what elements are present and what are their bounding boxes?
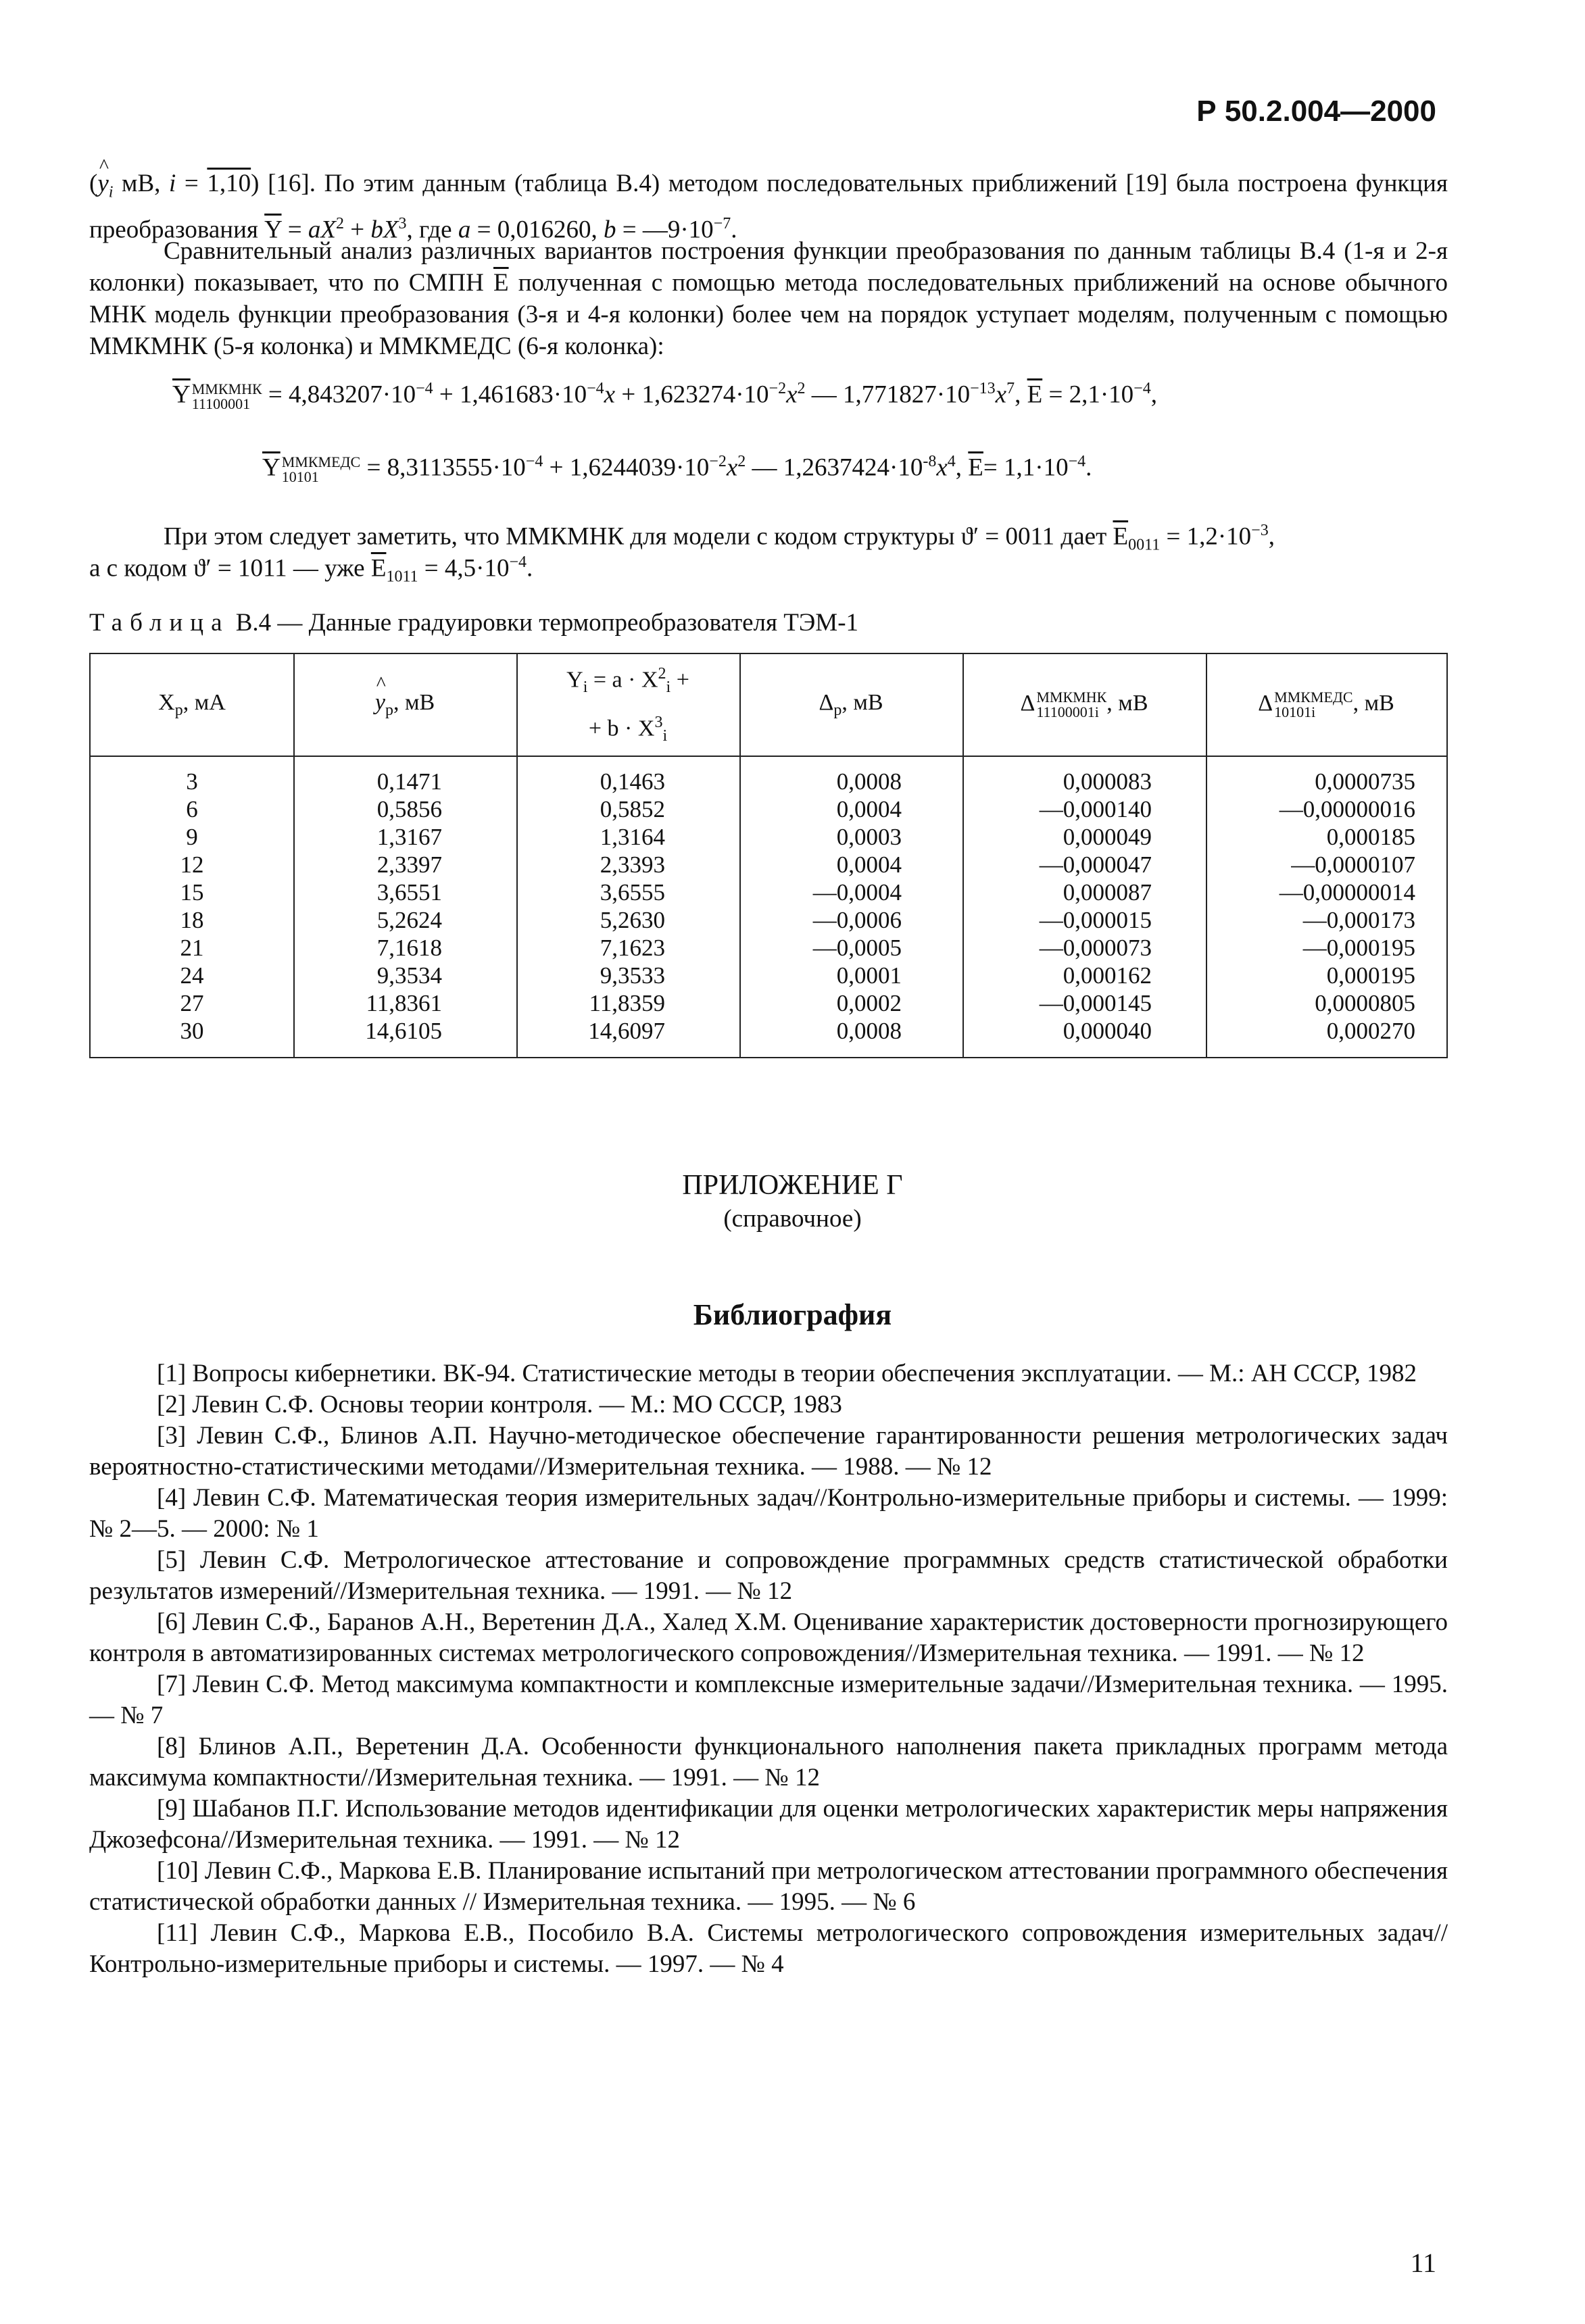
table-cell: 18 xyxy=(180,907,204,933)
subscript: i xyxy=(666,678,671,696)
exponent: -8 xyxy=(923,453,937,470)
exponent: 2 xyxy=(737,453,746,470)
exponent: −4 xyxy=(416,380,433,397)
text-fragment: мВ, xyxy=(113,170,170,197)
exponent: −13 xyxy=(970,380,996,397)
exponent: −4 xyxy=(1068,453,1086,470)
header-text: X xyxy=(158,690,175,716)
caption-label: Таблица xyxy=(89,609,230,637)
italic-symbol: i xyxy=(169,170,176,197)
table-cell: —0,000073 xyxy=(1039,935,1152,961)
text-fragment: При этом следует заметить, что ММКМНК для модели с кодом структуры ϑ′ = 0011 дает xyxy=(164,522,1113,551)
calibration-table xyxy=(89,653,1448,1058)
superscript: −7 xyxy=(713,215,731,233)
y-bar-symbol: $\overline{Y}$ xyxy=(262,453,281,482)
table-cell: 0,5852 xyxy=(600,796,665,822)
italic-symbol: x xyxy=(786,380,798,409)
header-xp xyxy=(91,654,293,756)
italic-symbol: a xyxy=(458,216,471,244)
table-cell: —0,0000107 xyxy=(1291,851,1415,878)
table-cell: 0,0000735 xyxy=(1315,768,1415,795)
bibliography-entry: [6] Левин С.Ф., Баранов А.Н., Веретенин Д.А., Халед Х.М. Оценивание характеристик достоверности прогнозирующего контроля в автоматизированных системах метрологического сопровождения//Измерительная техника. — 1991. — № 12 xyxy=(89,1608,1448,1667)
formula-subscript: 10101 xyxy=(281,468,319,485)
text-fragment: + 1,461683·10 xyxy=(433,380,587,409)
text-fragment: = 4,5·10 xyxy=(418,554,510,583)
subscript: i xyxy=(583,678,588,696)
bibliography-entry: [7] Левин С.Ф. Метод максимума компактности и комплексные измерительные задачи//Измерительная техника. — 1995. — № 7 xyxy=(89,1671,1448,1729)
table-cell: 0,000040 xyxy=(1063,1018,1152,1044)
e-bar-symbol: $\overline{E}$ xyxy=(968,453,983,482)
y-bar-symbol: $\overline{Y}$ xyxy=(264,216,282,244)
bibliography-entry: [10] Левин С.Ф., Маркова Е.В. Планирование испытаний при метрологическом аттестовании программного обеспечения статистической обработки данных // Измерительная техника. — 1995. — № 6 xyxy=(89,1857,1448,1916)
text-fragment: + xyxy=(344,216,371,244)
table-cell: —0,000015 xyxy=(1039,907,1152,933)
table-cell: 14,6097 xyxy=(588,1018,665,1044)
text-fragment: а с кодом ϑ′ = 1011 — уже xyxy=(89,554,371,583)
super-sub-index xyxy=(192,382,262,412)
table-cell: —0,000173 xyxy=(1302,907,1415,933)
bibliography-entry: [11] Левин С.Ф., Маркова Е.В., Пособило В.А. Системы метрологического сопровождения измерительных задач//Контрольно-измерительные приборы и системы. — 1997. — № 4 xyxy=(89,1919,1448,1978)
table-cell: —0,0005 xyxy=(812,935,902,961)
y-bar-symbol: $\overline{Y}$ xyxy=(172,380,191,409)
table-cell: 6 xyxy=(186,796,198,822)
table-cell: 12 xyxy=(180,851,204,878)
subscript: p xyxy=(833,701,842,719)
text-fragment: . xyxy=(1086,453,1092,482)
table-cell: 0,0008 xyxy=(836,768,902,795)
subscript: 1011 xyxy=(386,568,418,586)
text-fragment: ) [16]. По этим данным (таблица В.4) методом последовательных приближений [19] была построена функция преобразования xyxy=(89,170,1448,244)
italic-symbol: x xyxy=(726,453,738,482)
header-unit: , мВ xyxy=(393,690,435,716)
appendix-subtitle: (справочное) xyxy=(723,1205,862,1233)
table-cell: 0,0004 xyxy=(836,796,902,822)
exponent: 7 xyxy=(1006,380,1015,397)
table-cell: 0,000270 xyxy=(1326,1018,1415,1044)
table-caption xyxy=(89,607,858,639)
e-bar-symbol: $\overline{E}$ xyxy=(493,269,509,297)
table-cell: 0,000185 xyxy=(1326,824,1415,850)
table-cell: 9 xyxy=(186,824,198,850)
table-cell: 11,8359 xyxy=(589,990,665,1016)
table-cell: 11,8361 xyxy=(366,990,442,1016)
text-fragment: полученная с помощью метода последовательных приближений на основе обычного МНК модель функции преобразования (3-я и 4-я колонки) более чем на порядок уступает моделям, полученным с помощью ММКМНК (5-я колонка) и ММКМЕДС (6-я колонка): xyxy=(89,269,1448,360)
text-fragment: , где xyxy=(406,216,458,244)
formula-mmkmeds xyxy=(262,446,1092,485)
e-bar-symbol: $\overline{E}$ xyxy=(1113,522,1129,551)
table-cell: 24 xyxy=(180,962,204,989)
table-cell: 3 xyxy=(186,768,198,795)
note-paragraph-cont xyxy=(89,547,1448,593)
header-superscript: ММКМНК xyxy=(1036,689,1107,706)
exponent: −4 xyxy=(509,553,527,571)
formula-mmkmnk xyxy=(172,373,1157,412)
text-fragment: = xyxy=(176,170,208,197)
table-cell: 2,3397 xyxy=(376,851,442,878)
delta-symbol: Δ xyxy=(1020,690,1035,716)
intro-paragraph-2 xyxy=(89,235,1448,362)
table-cell: —0,000195 xyxy=(1302,935,1415,961)
e-bar-symbol: $\overline{E}$ xyxy=(1027,380,1043,409)
text-fragment: , xyxy=(1268,522,1275,551)
caption-text: В.4 — Данные градуировки термопреобразователя ТЭМ-1 xyxy=(229,609,859,637)
table-cell: 0,000087 xyxy=(1063,879,1152,906)
table-cell: 30 xyxy=(180,1018,204,1044)
text-fragment: = xyxy=(281,216,308,244)
superscript: 3 xyxy=(398,215,407,233)
table-cell: 0,0008 xyxy=(836,1018,902,1044)
table-cell: 7,1618 xyxy=(376,935,442,961)
bibliography-title: Библиография xyxy=(693,1298,892,1331)
table-cell: 9,3533 xyxy=(600,962,665,989)
table-cell: 15 xyxy=(180,879,204,906)
appendix-title: ПРИЛОЖЕНИЕ Г xyxy=(682,1170,903,1201)
superscript: 2 xyxy=(658,664,666,683)
exponent: −4 xyxy=(1133,380,1151,397)
page-number: 11 xyxy=(1410,2248,1436,2278)
superscript: 3 xyxy=(654,714,663,731)
table-cell: 0,0004 xyxy=(836,851,902,878)
bibliography-entry: [1] Вопросы кибернетики. ВК-94. Статистические методы в теории обеспечения эксплуатации. — М.: АН СССР, 1982 xyxy=(157,1360,1417,1387)
table-cell: 9,3534 xyxy=(376,962,442,989)
header-text: + b · X xyxy=(588,716,655,741)
table-cell: 2,3393 xyxy=(600,851,665,878)
bibliography-entry: [2] Левин С.Ф. Основы теории контроля. — М.: МО СССР, 1983 xyxy=(157,1391,842,1418)
table-cell: —0,000140 xyxy=(1039,796,1152,822)
table-cell: 5,2630 xyxy=(600,907,665,933)
text-fragment: + 1,6244039·10 xyxy=(543,453,710,482)
formula-superscript: ММКМНК xyxy=(191,380,262,397)
table-cell: —0,000047 xyxy=(1039,851,1152,878)
table-cell: 0,1463 xyxy=(600,768,665,795)
table-cell: 3,6555 xyxy=(600,879,665,906)
table-cell: 21 xyxy=(180,935,204,961)
text-fragment: = 1,2·10 xyxy=(1160,522,1252,551)
text-fragment: — 1,2637424·10 xyxy=(746,453,923,482)
exponent: −2 xyxy=(709,453,727,470)
y-hat-symbol: ^ y xyxy=(375,690,385,716)
delta-symbol: Δ xyxy=(819,690,834,716)
subscript: p xyxy=(385,701,393,719)
formula-superscript: ММКМЕДС xyxy=(281,453,361,470)
column-divider xyxy=(1206,654,1207,1057)
table-cell: —0,000145 xyxy=(1039,990,1152,1016)
header-unit: , мВ xyxy=(1106,690,1148,716)
exponent: −4 xyxy=(587,380,604,397)
exponent: 2 xyxy=(797,380,806,397)
header-unit: , мА xyxy=(182,690,226,716)
header-yi-formula xyxy=(516,654,739,756)
italic-symbol: x xyxy=(604,380,616,409)
exponent: 4 xyxy=(947,453,956,470)
header-text: Y xyxy=(566,667,583,693)
text-fragment: + 1,623274·10 xyxy=(615,380,769,409)
table-cell: —0,0004 xyxy=(812,879,902,906)
header-delta-mmkmnk xyxy=(962,654,1206,756)
header-superscript: ММКМЕДС xyxy=(1274,689,1353,706)
subscript: i xyxy=(662,727,668,745)
italic-symbol: aX xyxy=(308,216,336,244)
intro-paragraph-1 xyxy=(89,168,1448,246)
text-fragment: , xyxy=(1015,380,1027,409)
table-cell: 1,3164 xyxy=(600,824,665,850)
text-fragment: = 8,3113555·10 xyxy=(360,453,526,482)
bibliography-entry: [5] Левин С.Ф. Метрологическое аттестование и сопровождение программных средств статистической обработки результатов измерений//Измерительная техника. — 1991. — № 12 xyxy=(89,1546,1448,1605)
superscript: 2 xyxy=(336,215,344,233)
header-subscript: 11100001i xyxy=(1036,703,1099,720)
text-fragment: ( xyxy=(89,170,98,197)
table-cell: 0,000049 xyxy=(1063,824,1152,850)
subscript: 0011 xyxy=(1128,536,1161,554)
formula-subscript: 11100001 xyxy=(191,395,251,412)
header-unit: , мВ xyxy=(1352,690,1394,716)
text-fragment: = —9·10 xyxy=(616,216,714,244)
bibliography-entry: [4] Левин С.Ф. Математическая теория измерительных задач//Контрольно-измерительные приборы и системы. — 1999: № 2—5. — 2000: № 1 xyxy=(89,1484,1448,1543)
index-range: 1,10 xyxy=(207,170,251,197)
super-sub-index xyxy=(1274,690,1352,720)
table-cell: 0,0003 xyxy=(836,824,902,850)
table-cell: —0,00000014 xyxy=(1279,879,1415,906)
table-cell: —0,00000016 xyxy=(1279,796,1415,822)
exponent: −4 xyxy=(525,453,543,470)
exponent: −2 xyxy=(769,380,787,397)
bibliography-entry: [8] Блинов А.П., Веретенин Д.А. Особенности функционального наполнения пакета прикладных программ метода максимума компактности//Измерительная техника. — 1991. — № 12 xyxy=(89,1733,1448,1791)
table-cell: 0,000195 xyxy=(1326,962,1415,989)
bibliography-entry: [9] Шабанов П.Г. Использование методов идентификации для оценки метрологических характеристик меры напряжения Джозефсона//Измерительная техника. — 1991. — № 12 xyxy=(89,1795,1448,1854)
e-bar-symbol: $\overline{E}$ xyxy=(370,554,387,583)
text-fragment: , xyxy=(1150,380,1157,409)
text-fragment: . xyxy=(731,216,737,244)
table-cell: 1,3167 xyxy=(376,824,442,850)
table-cell: 0,1471 xyxy=(376,768,442,795)
y-hat-symbol: ^ y xyxy=(97,168,108,199)
table-cell: 5,2624 xyxy=(376,907,442,933)
header-delta-p xyxy=(739,654,962,756)
table-cell: 0,0001 xyxy=(836,962,902,989)
bibliography-entry: [3] Левин С.Ф., Блинов А.П. Научно-методическое обеспечение гарантированности решения метрологических задач вероятностно-статистическими методами//Измерительная техника. — 1988. — № 12 xyxy=(89,1422,1448,1481)
header-yp xyxy=(293,654,516,756)
subscript: i xyxy=(108,183,114,201)
text-fragment: = 1,1·10 xyxy=(983,453,1069,482)
italic-symbol: x xyxy=(995,380,1007,409)
table-cell: 7,1623 xyxy=(600,935,665,961)
table-cell: 0,000083 xyxy=(1063,768,1152,795)
bibliography-list xyxy=(89,1358,1448,1980)
text-fragment: . xyxy=(527,554,533,583)
header-text: = a · X xyxy=(587,667,658,693)
table-cell: —0,0006 xyxy=(812,907,902,933)
super-sub-index xyxy=(1036,690,1106,720)
text-fragment: = 2,1·10 xyxy=(1042,380,1134,409)
subscript: p xyxy=(174,701,183,719)
header-unit: , мВ xyxy=(842,690,883,716)
italic-symbol: bX xyxy=(370,216,399,244)
table-cell: 0,0000805 xyxy=(1315,990,1415,1016)
text-fragment: = 0,016260, xyxy=(470,216,604,244)
header-text: + xyxy=(670,667,689,693)
super-sub-index xyxy=(282,455,360,485)
delta-symbol: Δ xyxy=(1258,690,1273,716)
italic-symbol: x xyxy=(936,453,948,482)
document-code: Р 50.2.004—2000 xyxy=(1196,95,1436,128)
header-delta-mmkmeds xyxy=(1206,654,1446,756)
italic-symbol: b xyxy=(603,216,616,244)
text-fragment: Сравнительный анализ различных вариантов построения функции преобразования по данным таблицы В.4 (1-я и 2-я колонки) показывает, что по СМПН xyxy=(89,237,1448,297)
header-subscript: 10101i xyxy=(1274,703,1316,720)
table-cell: 14,6105 xyxy=(365,1018,442,1044)
table-cell: 0,5856 xyxy=(376,796,442,822)
text-fragment: = 4,843207·10 xyxy=(262,380,416,409)
text-fragment: — 1,771827·10 xyxy=(805,380,971,409)
text-fragment: , xyxy=(955,453,969,482)
table-cell: 3,6551 xyxy=(376,879,442,906)
table-cell: 27 xyxy=(180,990,204,1016)
table-cell: 0,0002 xyxy=(836,990,902,1016)
exponent: −3 xyxy=(1251,522,1269,539)
table-cell: 0,000162 xyxy=(1063,962,1152,989)
